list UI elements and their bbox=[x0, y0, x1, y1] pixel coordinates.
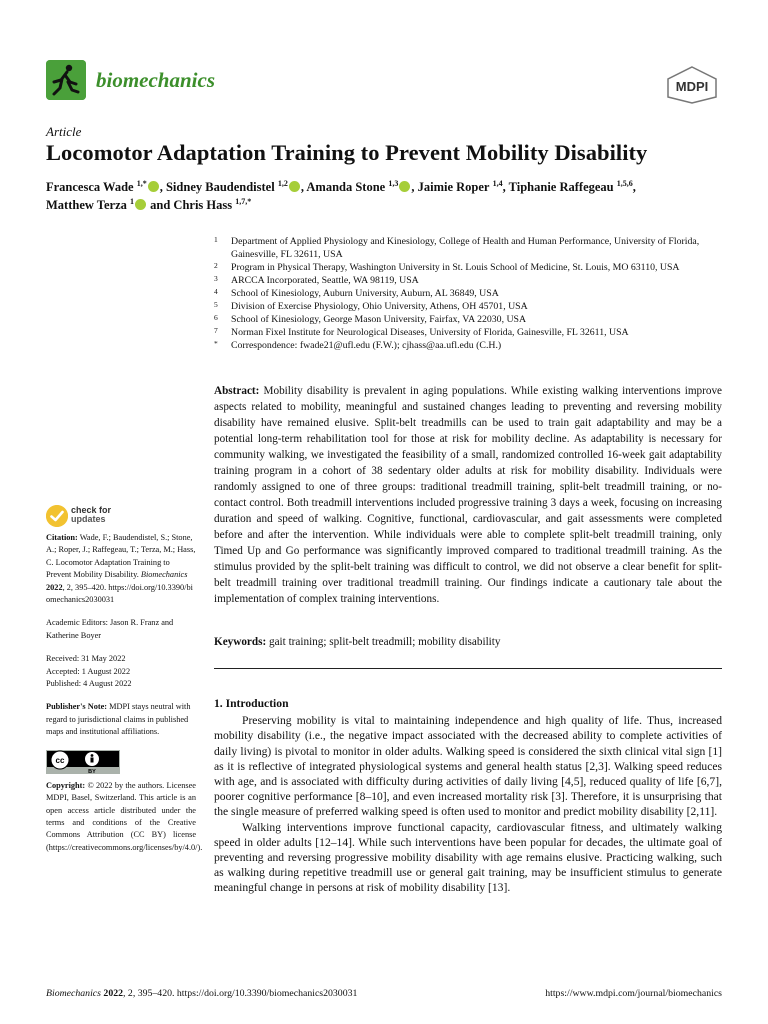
affiliation-text: School of Kinesiology, Auburn University, Auburn, AL 36849, USA bbox=[231, 288, 499, 299]
citation-block bbox=[46, 532, 196, 606]
svg-text:cc: cc bbox=[55, 755, 65, 765]
correspondence-item bbox=[214, 339, 714, 352]
affiliation-item bbox=[214, 261, 714, 274]
article-title: Locomotor Adaptation Training to Prevent Mobility Disability bbox=[46, 140, 648, 165]
citation-volume-pages: , 2, 395–420. bbox=[62, 582, 107, 592]
footer-year: 2022 bbox=[103, 988, 124, 999]
check-updates-line2: updates bbox=[71, 514, 106, 524]
keywords bbox=[214, 634, 722, 650]
abstract-label: Abstract: bbox=[214, 385, 260, 397]
journal-name: biomechanics bbox=[96, 68, 215, 92]
affiliation-text: Program in Physical Therapy, Washington University in St. Louis School of Medicine, St. Louis, MO 63110, USA bbox=[231, 262, 680, 273]
affiliation-item bbox=[214, 300, 714, 313]
keywords-text: gait training; split-belt treadmill; mobility disability bbox=[269, 636, 501, 648]
affiliation-item bbox=[214, 313, 714, 326]
citation-year: 2022 bbox=[46, 582, 63, 592]
citation-text: Wade, F.; Baudendistel, S.; Stone, A.; Roper, J.; Raffegeau, T.; Terza, M.; Hass, C. Locomotor Adaptation Training to Prevent Mobility Disability. bbox=[46, 533, 196, 580]
dates-block bbox=[46, 653, 196, 690]
author-affiliation-sup: 1,4 bbox=[492, 178, 503, 188]
check-updates-icon bbox=[46, 505, 68, 527]
section-divider bbox=[214, 668, 722, 669]
cc-by-license-icon[interactable] bbox=[46, 750, 120, 774]
author-affiliation-sup: 1,2 bbox=[277, 178, 288, 188]
check-for-updates-button[interactable] bbox=[46, 503, 166, 529]
journal-logo-icon bbox=[46, 60, 86, 100]
body-paragraph: Walking interventions improve functional capacity, cardiovascular fitness, and ultimately walking speed in older adults [12–14]. While such interventions have been popular for decades, the ultimate goal of preventing and reversing progressive mobility disability with age remains elusive. Practicing walking, such as walking during repetitive treadmill use or general gait training, may be insufficient stimulus to generate meaningful change in persons at risk of mobility disability [13]. bbox=[214, 820, 722, 895]
footer-doi[interactable]: , 2, 395–420. https://doi.org/10.3390/biomechanics2030031 bbox=[123, 988, 358, 999]
author-affiliation-sup: 1,3 bbox=[388, 178, 399, 188]
author-affiliation-sup: 1,5,6 bbox=[616, 178, 633, 188]
copyright-text: © 2022 by the authors. Licensee MDPI, Basel, Switzerland. This article is an open access article distributed under the terms and conditions of the Creative Commons Attribution (CC BY) license (https://creativecommons.org/licenses/by/4.0/). bbox=[46, 780, 203, 852]
abstract-text: Mobility disability is prevalent in aging populations. While existing walking interventions improve aspects related to mobility, meaningful and sustained changes leading to preventing and reversing mobility disability have remained elusive. Split-belt treadmills can be used to train gait adaptability and may be a potential long-term rehabilitation tool for those at risk for mobility decline. As adaptability is necessary for community walking, we investigated the feasibility of a small, randomized controlled 16-week gait adaptability training program in a cohort of 38 sedentary older adults at risk for mobility disability. Individuals were randomly assigned to one of three groups: traditional treadmill training, split-belt treadmill training, or no-contact control. Both treadmill interventions included progressive training 3 days a week, focusing on increasing duration and speed of walking. Cognitive, functional, cardiovascular, and gait assessments were completed before and after the intervention. While individuals were able to complete split-belt treadmill training, only Timed Up and Go performance was significantly improved compared to traditional treadmill training. As the stimulus provided by the split-belt training was difficult to control, we did not observe a clear benefit for split-belt treadmill training over traditional treadmill training. Our findings indicate a cautionary tale about the implementation of complex training interventions. bbox=[214, 385, 723, 605]
received-date: Received: 31 May 2022 bbox=[46, 654, 126, 664]
accepted-date: Accepted: 1 August 2022 bbox=[46, 666, 131, 676]
author-list: Francesca Wade $^{1,*}$ , Sidney Baudendistel $^{1,2}$ , Amanda Stone $^{1,3}$ , Jaimie Roper $^{1,4}$, Tiphanie Raffegeau $^{1,5,6}$, Matthew Terza $^1$ and Chris Hass $^{1,7,*}$ bbox=[46, 178, 636, 212]
affiliation-number: 1 bbox=[214, 235, 218, 244]
orcid-icon[interactable] bbox=[135, 199, 146, 210]
affiliation-text: Department of Applied Physiology and Kinesiology, College of Health and Human Performance, University of Florida, Gainesville, FL 32611, USA bbox=[231, 236, 700, 260]
author-name[interactable]: Sidney Baudendistel bbox=[165, 180, 275, 194]
cc-badge-label: BY bbox=[88, 768, 96, 774]
footer-journal: Biomechanics bbox=[46, 988, 101, 999]
affiliation-number: 3 bbox=[214, 274, 218, 283]
affiliation-number: 7 bbox=[214, 326, 218, 335]
mdpi-logo-icon bbox=[666, 66, 718, 104]
publisher-note-text: MDPI stays neutral with regard to jurisdictional claims in published maps and institutional affiliations. bbox=[46, 702, 191, 737]
affiliation-number: 5 bbox=[214, 300, 218, 309]
publisher-note-label: Publisher's Note: bbox=[46, 702, 108, 712]
author-affiliation-sup: 1 bbox=[130, 196, 135, 206]
author-affiliation-sup: 1,* bbox=[136, 178, 147, 188]
published-date: Published: 4 August 2022 bbox=[46, 679, 132, 689]
affiliation-text: Norman Fixel Institute for Neurological Diseases, University of Florida, Gainesville, FL 32611, USA bbox=[231, 327, 629, 338]
main-body bbox=[214, 696, 722, 896]
affiliation-number: 6 bbox=[214, 313, 218, 322]
copyright-block bbox=[46, 780, 203, 854]
citation-journal: Biomechanics bbox=[140, 570, 188, 580]
author-name[interactable]: Tiphanie Raffegeau bbox=[508, 180, 614, 194]
affiliation-item bbox=[214, 235, 714, 261]
orcid-icon[interactable] bbox=[289, 181, 300, 192]
article-type: Article bbox=[46, 124, 82, 139]
body-paragraph: Preserving mobility is vital to maintaining independence and high quality of life. Thus, increased mobility disability (i.e., the negative impact associated with the decreased ability to complete activities of daily living) is pivotal to monitor in older adults. Walking speed is considered the sixth clinical vital sign [1] as it is reflective of integrated physiological systems and general health status [2,3]. Walking speed reduces with age, and is associated with difficulty during activities of daily living [4,5], reduced quality of life [6,7], poorer cognitive performance [8–10], and even increased mortality risk [3]. Therefore, it is unsurprising that the single measure of preferred walking speed is often used to monitor and predict mobility disability [2,11]. bbox=[214, 714, 722, 819]
affiliation-number: 2 bbox=[214, 261, 218, 270]
author-name[interactable]: Amanda Stone bbox=[306, 180, 386, 194]
citation-label: Citation: bbox=[46, 533, 78, 542]
section-heading: 1. Introduction bbox=[214, 697, 289, 710]
affiliation-number: * bbox=[214, 339, 218, 348]
affiliation-item bbox=[214, 326, 714, 339]
abstract bbox=[214, 383, 722, 607]
affiliation-item bbox=[214, 274, 714, 287]
citation-doi-link[interactable]: https://doi.org/10.3390/biomechanics2030031 bbox=[46, 582, 193, 605]
correspondence-text[interactable]: Correspondence: fwade21@ufl.edu (F.W.); cjhass@aa.ufl.edu (C.H.) bbox=[231, 340, 502, 351]
sidebar bbox=[46, 532, 203, 865]
orcid-icon[interactable] bbox=[148, 181, 159, 192]
author-name[interactable]: Chris Hass bbox=[173, 198, 233, 212]
author-name[interactable]: Francesca Wade bbox=[46, 180, 134, 194]
orcid-icon[interactable] bbox=[399, 181, 410, 192]
author-affiliation-sup: 1,7,* bbox=[235, 196, 252, 206]
author-name[interactable]: Jaimie Roper bbox=[417, 180, 490, 194]
publisher-name: MDPI bbox=[675, 79, 709, 94]
footer-citation bbox=[46, 988, 357, 999]
affiliation-number: 4 bbox=[214, 287, 218, 296]
affiliation-item bbox=[214, 287, 714, 300]
affiliation-text: Division of Exercise Physiology, Ohio University, Athens, OH 45701, USA bbox=[231, 301, 528, 312]
academic-editors: Academic Editors: Jason R. Franz and Katherine Boyer bbox=[46, 618, 174, 640]
keywords-label: Keywords: bbox=[214, 636, 267, 648]
copyright-label: Copyright: bbox=[46, 780, 86, 790]
footer-journal-url[interactable]: https://www.mdpi.com/journal/biomechanics bbox=[545, 988, 722, 999]
publisher-note bbox=[46, 701, 196, 738]
author-name[interactable]: Matthew Terza bbox=[46, 198, 127, 212]
check-updates-line1: check for bbox=[71, 505, 112, 515]
affiliations-list bbox=[214, 235, 714, 352]
affiliation-text: ARCCA Incorporated, Seattle, WA 98119, USA bbox=[231, 275, 419, 286]
affiliation-text: School of Kinesiology, George Mason University, Fairfax, VA 22030, USA bbox=[231, 314, 527, 325]
